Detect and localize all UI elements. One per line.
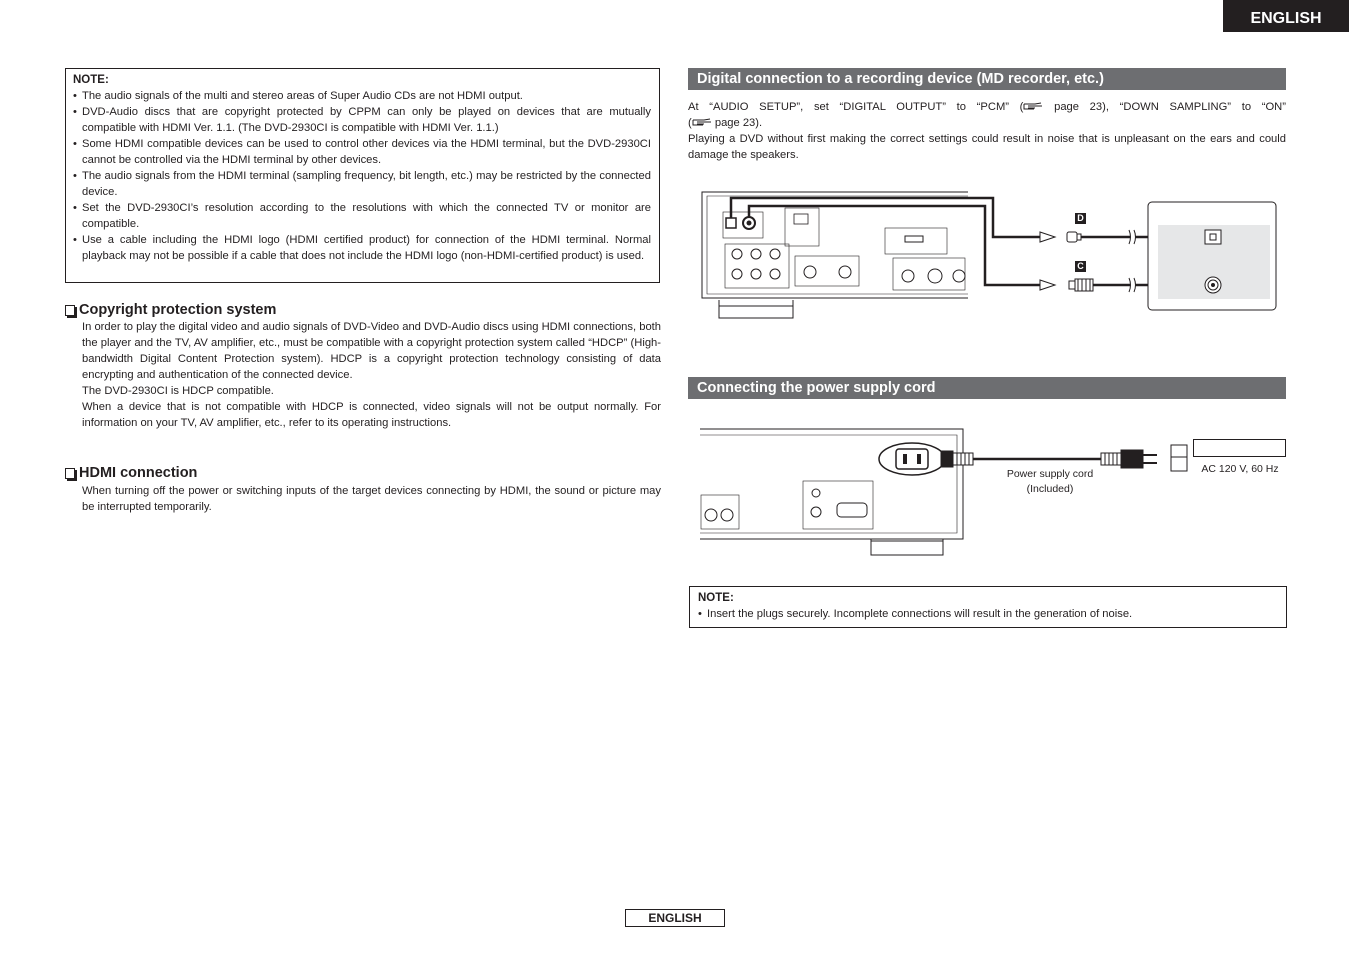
pointing-hand-icon: [692, 117, 712, 127]
note-title: NOTE:: [73, 74, 109, 86]
note-item: • Insert the plugs securely. Incomplete connections will result in the generation of noise.: [698, 606, 1278, 622]
digital-line-1: [688, 99, 1286, 115]
note-item: • Set the DVD-2930CI’s resolution according to the resolutions with which the connected TV or monitor are compatible.: [73, 200, 651, 232]
digital-line-1a: At “AUDIO SETUP”, set “DIGITAL OUTPUT” to “PCM” (: [688, 101, 1024, 113]
note-item: • The audio signals from the HDMI terminal (sampling frequency, bit length, etc.) may be restricted by the connected device.: [73, 168, 651, 200]
ac-inlet-icon: [879, 443, 945, 475]
hdmi-body: When turning off the power or switching inputs of the target devices connecting by HDMI, the sound or picture may be interrupted temporarily.: [82, 485, 661, 513]
connection-badge-c: C: [1075, 261, 1086, 272]
power-cord: [941, 450, 1157, 468]
copyright-para: The DVD-2930CI is HDCP compatible.: [82, 385, 274, 397]
digital-line-2b: page 23).: [711, 117, 763, 129]
copyright-para: In order to play the digital video and audio signals of DVD-Video and DVD-Audio discs using HDMI connections, both the player and the TV, AV amplifier, etc., must be compatible with a copyright protection system called “HDCP” (High-bandwidth Digital Content Protection system). HDCP is a copyright protection technology consisting of data encrypting and authentication of the connected device.: [82, 321, 661, 381]
power-cord-label-line: Power supply cord: [1006, 468, 1094, 480]
footer-language-tab: ENGLISH: [625, 909, 725, 927]
recording-device: [1148, 202, 1276, 310]
note-item: • Some HDMI compatible devices can be used to control other devices via the HDMI terminal, but the DVD-2930CI cannot be controlled via the HDMI terminal by other devices.: [73, 136, 651, 168]
digital-para-2: Playing a DVD without first making the correct settings could result in noise that is unpleasant on the ears and could damage the speakers.: [688, 133, 1286, 161]
copyright-heading: [65, 302, 276, 318]
voltage-label: AC 120 V, 60 Hz: [1201, 463, 1279, 475]
digital-line-2a: (: [688, 117, 692, 129]
pointing-hand-icon: [1023, 101, 1043, 111]
power-cord-label-line: (Included): [1026, 483, 1074, 495]
coaxial-cable-line: [749, 206, 1040, 285]
note-item: • Use a cable including the HDMI logo (HDMI certified product) for connection of the HDMI terminal. Normal playback may not be possible if a cable that does not include the HDMI logo (non-HDMI-certified product) is used.: [73, 232, 651, 264]
digital-line-1b: page 23), “DOWN SAMPLING” to “ON”: [1043, 101, 1286, 113]
arrow-icon: [1040, 280, 1055, 290]
note-list: [73, 88, 651, 264]
player-rear-panel: [702, 192, 968, 318]
copyright-body: [82, 319, 661, 431]
language-tab: ENGLISH: [1223, 0, 1349, 32]
copyright-heading-text: Copyright protection system: [79, 302, 277, 318]
checkbox-square-icon: [65, 305, 75, 316]
digital-section-title: Digital connection to a recording device (MD recorder, etc.): [688, 68, 1286, 90]
note-list: [698, 606, 1278, 622]
digital-section-body: [688, 99, 1286, 163]
digital-connection-diagram: [695, 188, 1285, 322]
checkbox-square-icon: [65, 468, 75, 479]
power-connection-diagram: [695, 425, 1200, 560]
optical-jack-icon: [726, 218, 736, 228]
copyright-para: When a device that is not compatible with HDCP is connected, video signals will not be output normally. For information on your TV, AV amplifier, etc., refer to its operating instructions.: [82, 401, 661, 429]
wall-outlet-icon: [1171, 445, 1187, 471]
note-box-power: [689, 586, 1287, 628]
outlet-label-box: [1193, 439, 1286, 457]
hdmi-heading: [65, 465, 197, 481]
note-title: NOTE:: [698, 592, 734, 604]
optical-input-jack-icon: [1205, 230, 1221, 244]
hdmi-heading-text: HDMI connection: [79, 465, 198, 481]
note-item: • The audio signals of the multi and stereo areas of Super Audio CDs are not HDMI output.: [73, 88, 651, 104]
arrow-icon: [1040, 232, 1055, 242]
power-cord-label: [990, 467, 1110, 497]
note-item: • DVD-Audio discs that are copyright protected by CPPM can only be played on devices that are mutually compatible with HDMI Ver. 1.1. (The DVD-2930CI is compatible with HDMI Ver. 1.1.): [73, 104, 651, 136]
optical-cable-line: [731, 198, 1040, 237]
digital-line-2: [688, 115, 1286, 131]
connection-badge-d: D: [1075, 213, 1086, 224]
note-box: [65, 68, 660, 283]
power-section-title: Connecting the power supply cord: [688, 377, 1286, 399]
